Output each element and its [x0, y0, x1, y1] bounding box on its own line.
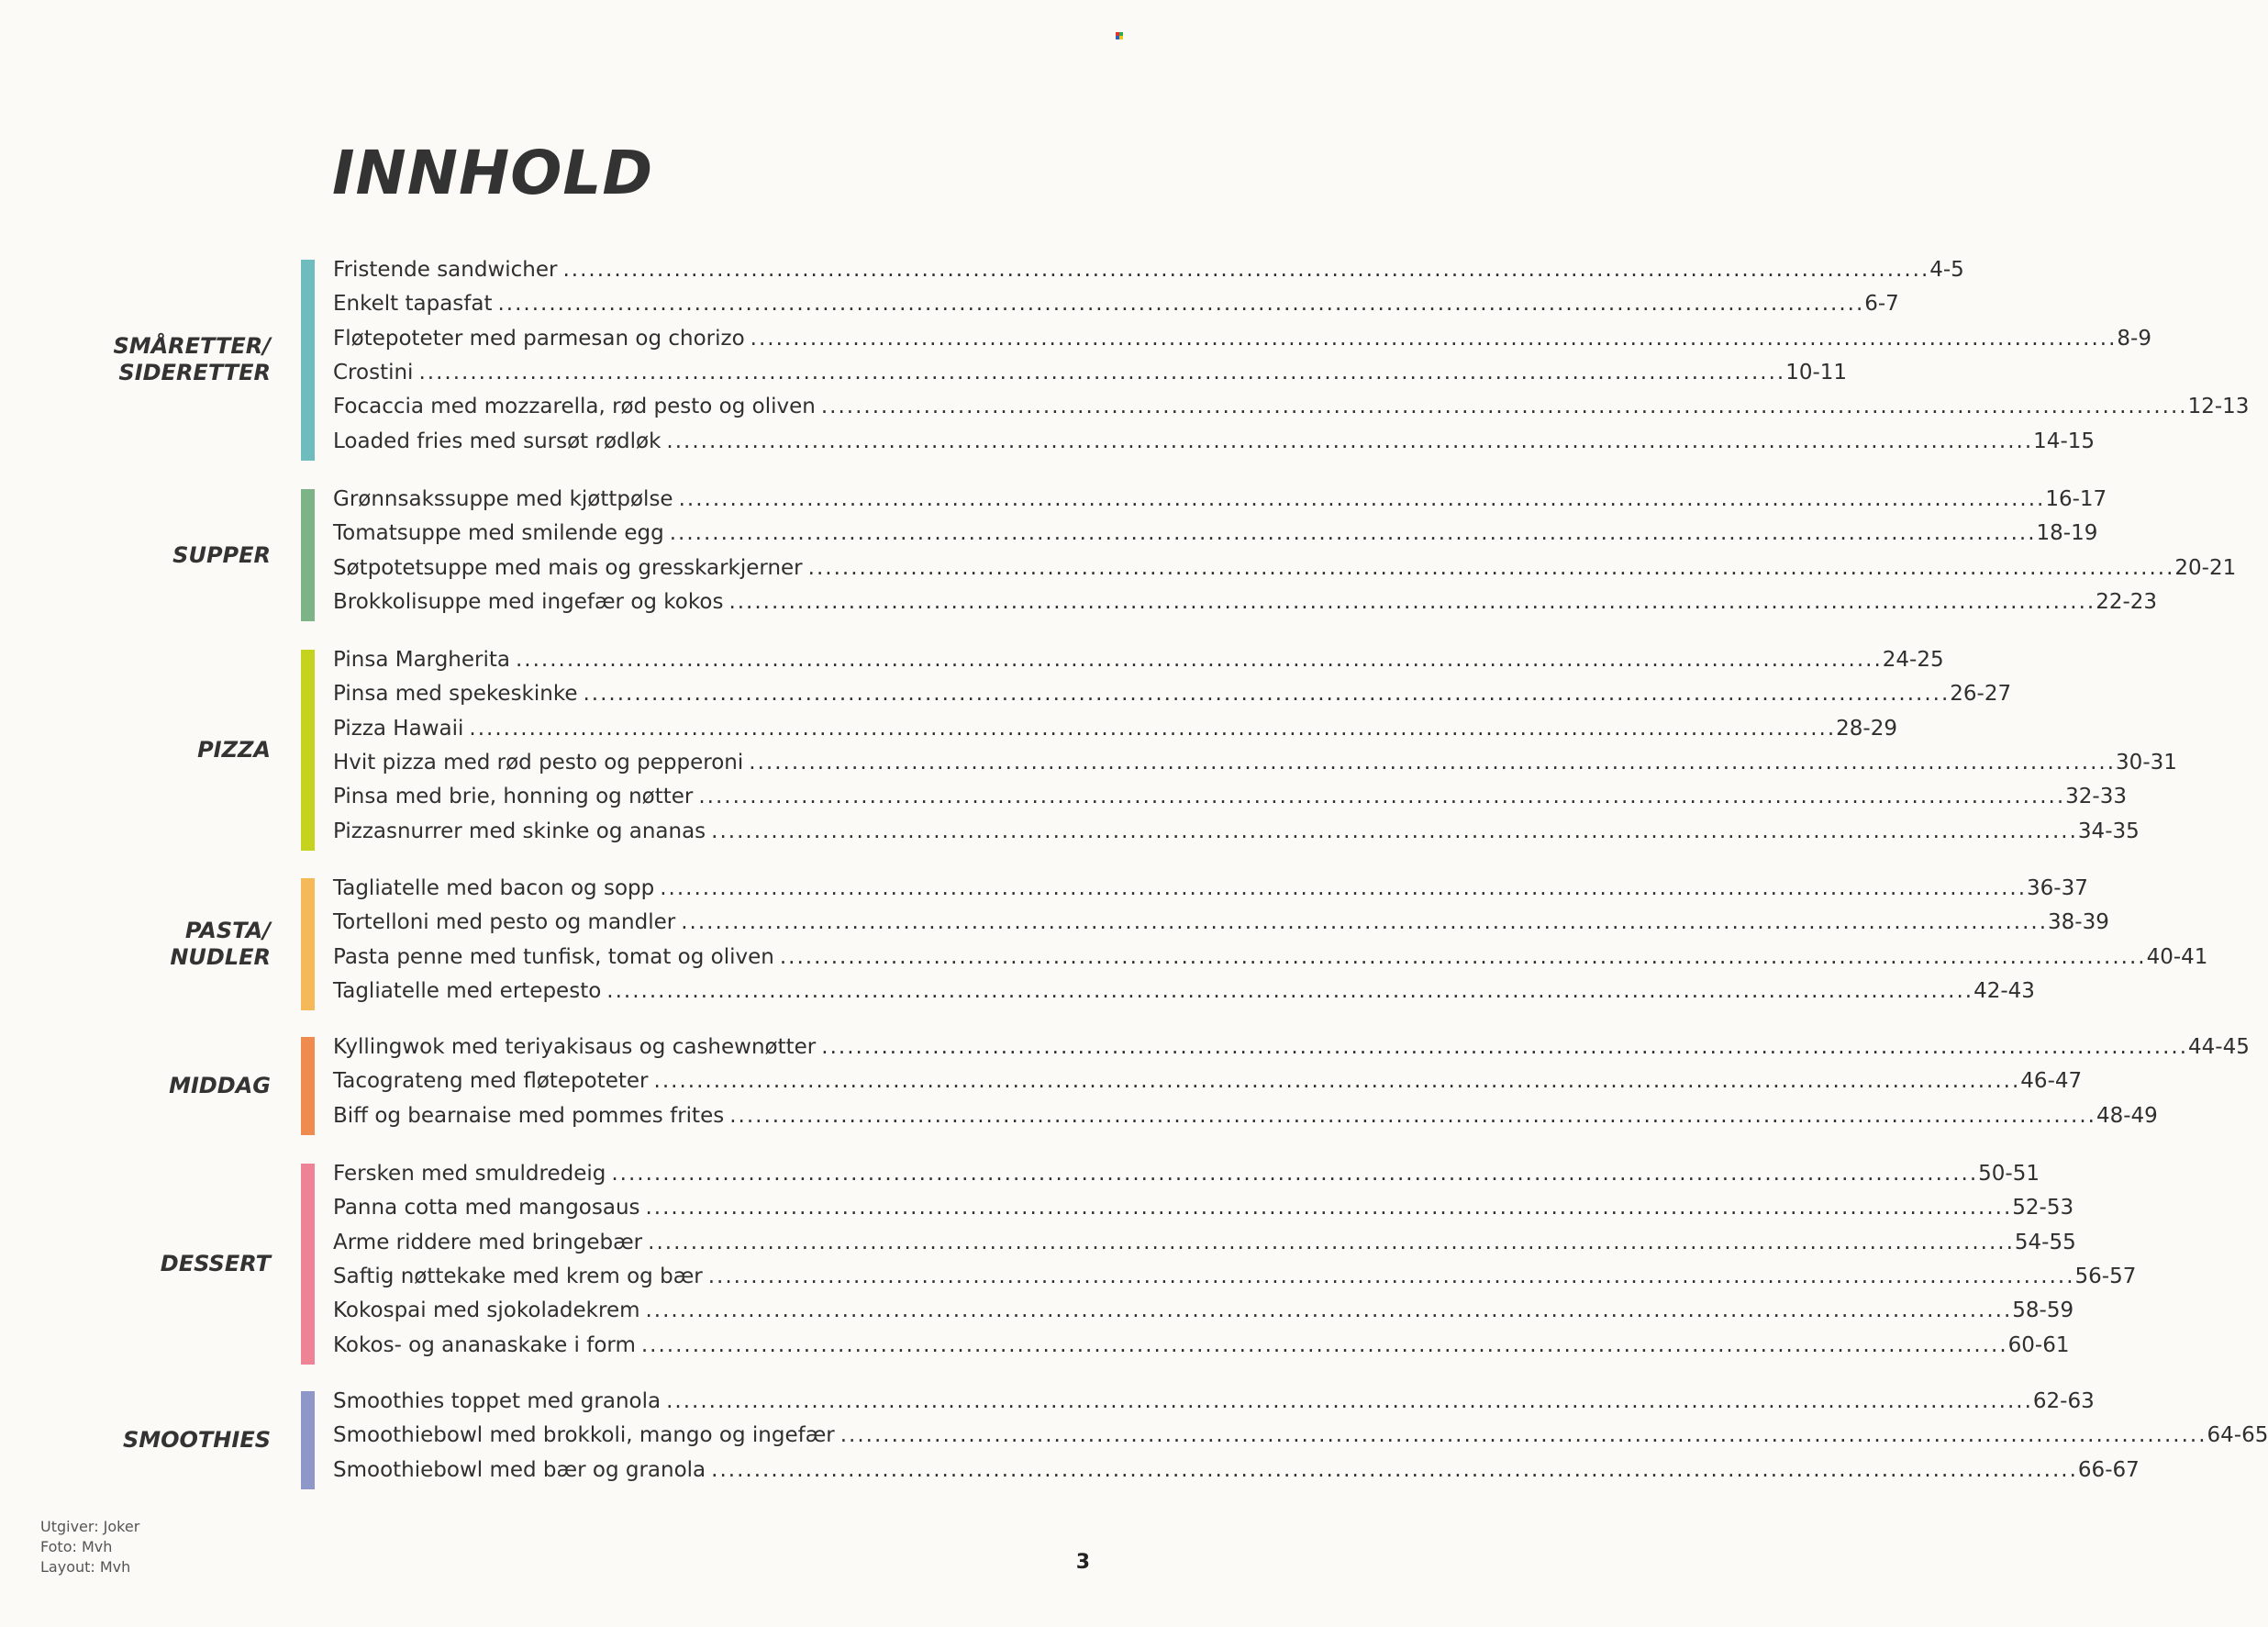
toc-entry-title: Tagliatelle med bacon og sopp: [333, 876, 655, 900]
toc-dot-leader: ................................................................................................................................................................: [640, 1333, 2008, 1357]
toc-entry-pages: 10-11: [1785, 361, 1848, 384]
toc-entry-title: Kokospai med sjokoladekrem: [333, 1298, 640, 1322]
toc-entry[interactable]: [333, 941, 2208, 975]
toc-entry[interactable]: [333, 253, 1964, 287]
toc-entry-pages: 50-51: [1978, 1162, 2040, 1186]
toc-entry-title: Grønnsakssuppe med kjøttpølse: [333, 487, 673, 511]
section-color-bar: [301, 878, 315, 1010]
toc-dot-leader: ................................................................................................................................................................: [648, 1231, 2015, 1254]
toc-entry-title: Loaded fries med sursøt rødløk: [333, 429, 662, 453]
credit-layout: Layout: Mvh: [40, 1558, 131, 1576]
toc-entry-pages: 4-5: [1929, 258, 1964, 282]
toc-dot-leader: ................................................................................................................................................................: [645, 1298, 2013, 1322]
toc-entry[interactable]: [333, 356, 1848, 390]
toc-dot-leader: ................................................................................................................................................................: [681, 910, 2048, 934]
toc-dot-leader: ................................................................................................................................................................: [418, 361, 1786, 384]
section-category: [60, 1251, 271, 1277]
toc-dot-leader: ................................................................................................................................................................: [678, 487, 2046, 511]
toc-entry-title: Tagliatelle med ertepesto: [333, 979, 602, 1003]
toc-entry-pages: 32-33: [2065, 785, 2127, 808]
toc-dot-leader: ................................................................................................................................................................: [698, 785, 2066, 808]
section-color-bar: [301, 1037, 315, 1135]
section-category: [60, 333, 271, 386]
toc-entry-pages: 40-41: [2146, 945, 2208, 969]
toc-dot-leader: ................................................................................................................................................................: [839, 1423, 2207, 1447]
toc-entry-title: Tortelloni med pesto og mandler: [333, 910, 676, 934]
toc-entry-title: Kokos- og ananaskake i form: [333, 1333, 636, 1357]
toc-entry-title: Søtpotetsuppe med mais og gresskarkjerner: [333, 556, 803, 580]
toc-entry-title: Fersken med smuldredeig: [333, 1162, 606, 1186]
section-category-line: DESSERT: [160, 1251, 271, 1276]
toc-entry[interactable]: [333, 1191, 2074, 1225]
toc-entry[interactable]: [333, 287, 1899, 321]
toc-dot-leader: ................................................................................................................................................................: [750, 327, 2118, 351]
toc-entry-pages: 42-43: [1973, 979, 2035, 1003]
toc-entry-pages: 26-27: [1950, 682, 2012, 706]
toc-dot-leader: ................................................................................................................................................................: [516, 648, 1883, 672]
toc-entry[interactable]: [333, 975, 2035, 1009]
toc-dot-leader: ................................................................................................................................................................: [807, 556, 2175, 580]
toc-dot-leader: ................................................................................................................................................................: [711, 819, 2078, 843]
toc-entry[interactable]: [333, 1226, 2076, 1260]
toc-entry[interactable]: [333, 746, 2177, 780]
section-category-line: SUPPER: [172, 542, 271, 568]
toc-dot-leader: ................................................................................................................................................................: [469, 717, 1837, 741]
toc-dot-leader: ................................................................................................................................................................: [729, 1104, 2096, 1128]
toc-entry-title: Fristende sandwicher: [333, 258, 558, 282]
toc-entry[interactable]: [333, 1454, 2140, 1488]
toc-entry-title: Tacograteng med fløtepoteter: [333, 1069, 649, 1093]
toc-dot-leader: ................................................................................................................................................................: [666, 1389, 2033, 1413]
section-category-line: PASTA/: [184, 918, 271, 943]
toc-entry-pages: 16-17: [2045, 487, 2107, 511]
toc-entry[interactable]: [333, 1031, 2250, 1064]
toc-entry-title: Saftig nøttekake med krem og bær: [333, 1265, 703, 1288]
toc-entry[interactable]: [333, 585, 2158, 619]
toc-entry[interactable]: [333, 483, 2107, 517]
toc-entry[interactable]: [333, 1260, 2137, 1294]
section-category: [60, 918, 271, 971]
toc-dot-leader: ................................................................................................................................................................: [711, 1458, 2078, 1482]
toc-entry-title: Pinsa med spekeskinke: [333, 682, 578, 706]
credit-photo: Foto: Mvh: [40, 1538, 113, 1555]
page-title: INNHOLD: [332, 138, 654, 208]
section-category: [60, 1073, 271, 1099]
section-color-bar: [301, 650, 315, 851]
toc-entry-title: Focaccia med mozzarella, rød pesto og oliven: [333, 395, 816, 418]
toc-entry-pages: 12-13: [2187, 395, 2250, 418]
toc-entry-pages: 54-55: [2014, 1231, 2076, 1254]
toc-entry-pages: 22-23: [2096, 590, 2158, 614]
toc-entry-title: Pinsa Margherita: [333, 648, 510, 672]
toc-dot-leader: ................................................................................................................................................................: [606, 979, 1974, 1003]
toc-entry[interactable]: [333, 712, 1897, 746]
credits: [40, 1517, 139, 1577]
toc-entry-pages: 18-19: [2036, 521, 2098, 545]
section-category-line: SMOOTHIES: [122, 1427, 271, 1453]
toc-entry-pages: 52-53: [2012, 1196, 2074, 1220]
toc-dot-leader: ................................................................................................................................................................: [583, 682, 1951, 706]
toc-dot-leader: ................................................................................................................................................................: [728, 590, 2096, 614]
toc-entry-pages: 56-57: [2074, 1265, 2137, 1288]
toc-entry-title: Fløtepoteter med parmesan og chorizo: [333, 327, 745, 351]
toc-dot-leader: ................................................................................................................................................................: [669, 521, 2037, 545]
section-category: [60, 737, 271, 763]
toc-entry-pages: 8-9: [2117, 327, 2151, 351]
toc-entry[interactable]: [333, 322, 2151, 356]
toc-entry-title: Smoothiebowl med brokkoli, mango og ingefær: [333, 1423, 835, 1447]
section-category: [60, 542, 271, 569]
section-category: [60, 1427, 271, 1454]
toc-entry-pages: 24-25: [1882, 648, 1944, 672]
toc-entry-pages: 58-59: [2012, 1298, 2074, 1322]
toc-entry-pages: 46-47: [2020, 1069, 2083, 1093]
toc-dot-leader: ................................................................................................................................................................: [562, 258, 1930, 282]
section-color-bar: [301, 1391, 315, 1489]
toc-entry-pages: 66-67: [2077, 1458, 2140, 1482]
page-number: 3: [1075, 1551, 1090, 1574]
toc-entry-pages: 64-65: [2207, 1423, 2268, 1447]
toc-entry-title: Pasta penne med tunfisk, tomat og oliven: [333, 945, 774, 969]
toc-entry[interactable]: [333, 1385, 2095, 1419]
section-category-line: NUDLER: [170, 944, 271, 970]
section-category-line: SMÅRETTER/: [113, 333, 271, 359]
section-color-bar: [301, 260, 315, 461]
toc-entry[interactable]: [333, 1064, 2083, 1098]
credit-publisher: Utgiver: Joker: [40, 1518, 140, 1535]
toc-entry[interactable]: [333, 1294, 2074, 1328]
toc-entry-pages: 20-21: [2174, 556, 2237, 580]
toc-entry[interactable]: [333, 517, 2098, 551]
toc-entry-title: Brokkolisuppe med ingefær og kokos: [333, 590, 724, 614]
toc-entry-title: Panna cotta med mangosaus: [333, 1196, 640, 1220]
toc-entry-pages: 30-31: [2116, 751, 2177, 774]
toc-entry-pages: 48-49: [2096, 1104, 2158, 1128]
toc-dot-leader: ................................................................................................................................................................: [666, 429, 2034, 453]
toc-entry[interactable]: [333, 815, 2140, 849]
toc-entry[interactable]: [333, 872, 2088, 906]
toc-dot-leader: ................................................................................................................................................................: [660, 876, 2027, 900]
corner-color-mark: [1116, 32, 1123, 39]
section-category-line: SIDERETTER: [118, 360, 271, 385]
toc-entry-pages: 44-45: [2188, 1035, 2250, 1059]
toc-entry-title: Pizza Hawaii: [333, 717, 464, 741]
toc-entry-title: Enkelt tapasfat: [333, 292, 493, 316]
toc-entry-title: Kyllingwok med teriyakisaus og cashewnøtter: [333, 1035, 817, 1059]
toc-entry[interactable]: [333, 425, 2096, 459]
toc-entry[interactable]: [333, 780, 2127, 814]
section-color-bar: [301, 489, 315, 621]
toc-dot-leader: ................................................................................................................................................................: [779, 945, 2147, 969]
section-category-line: MIDDAG: [169, 1073, 271, 1098]
toc-dot-leader: ................................................................................................................................................................: [653, 1069, 2021, 1093]
toc-entry-pages: 14-15: [2033, 429, 2096, 453]
toc-entry[interactable]: [333, 390, 2250, 424]
toc-entry-title: Tomatsuppe med smilende egg: [333, 521, 664, 545]
toc-entry[interactable]: [333, 677, 2012, 711]
toc-entry-title: Arme riddere med bringebær: [333, 1231, 643, 1254]
toc-dot-leader: ................................................................................................................................................................: [611, 1162, 1979, 1186]
toc-dot-leader: ................................................................................................................................................................: [821, 1035, 2189, 1059]
toc-entry[interactable]: [333, 1329, 2070, 1363]
toc-dot-leader: ................................................................................................................................................................: [645, 1196, 2013, 1220]
toc-entry-pages: 28-29: [1836, 717, 1897, 741]
toc-entry-title: Hvit pizza med rød pesto og pepperoni: [333, 751, 744, 774]
toc-entry[interactable]: [333, 1157, 2040, 1191]
toc-entry-pages: 38-39: [2048, 910, 2109, 934]
toc-entry[interactable]: [333, 643, 1944, 677]
toc-entry[interactable]: [333, 906, 2109, 940]
toc-entry-pages: 60-61: [2007, 1333, 2070, 1357]
toc-dot-leader: ................................................................................................................................................................: [749, 751, 2117, 774]
toc-entry-title: Crostini: [333, 361, 414, 384]
toc-entry-title: Pizzasnurrer med skinke og ananas: [333, 819, 706, 843]
toc-entry-pages: 34-35: [2077, 819, 2140, 843]
toc-entry-title: Biff og bearnaise med pommes frites: [333, 1104, 725, 1128]
toc-entry[interactable]: [333, 1419, 2268, 1453]
toc-entry-title: Smoothies toppet med granola: [333, 1389, 662, 1413]
section-color-bar: [301, 1164, 315, 1365]
toc-entry[interactable]: [333, 1099, 2158, 1133]
toc-dot-leader: ................................................................................................................................................................: [707, 1265, 2075, 1288]
toc-entry[interactable]: [333, 552, 2237, 585]
toc-entry-pages: 6-7: [1864, 292, 1899, 316]
section-category-line: PIZZA: [197, 737, 271, 763]
toc-dot-leader: ................................................................................................................................................................: [497, 292, 1865, 316]
toc-dot-leader: ................................................................................................................................................................: [820, 395, 2188, 418]
toc-entry-pages: 62-63: [2032, 1389, 2095, 1413]
toc-entry-pages: 36-37: [2027, 876, 2088, 900]
toc-entry-title: Pinsa med brie, honning og nøtter: [333, 785, 694, 808]
toc-entry-title: Smoothiebowl med bær og granola: [333, 1458, 706, 1482]
